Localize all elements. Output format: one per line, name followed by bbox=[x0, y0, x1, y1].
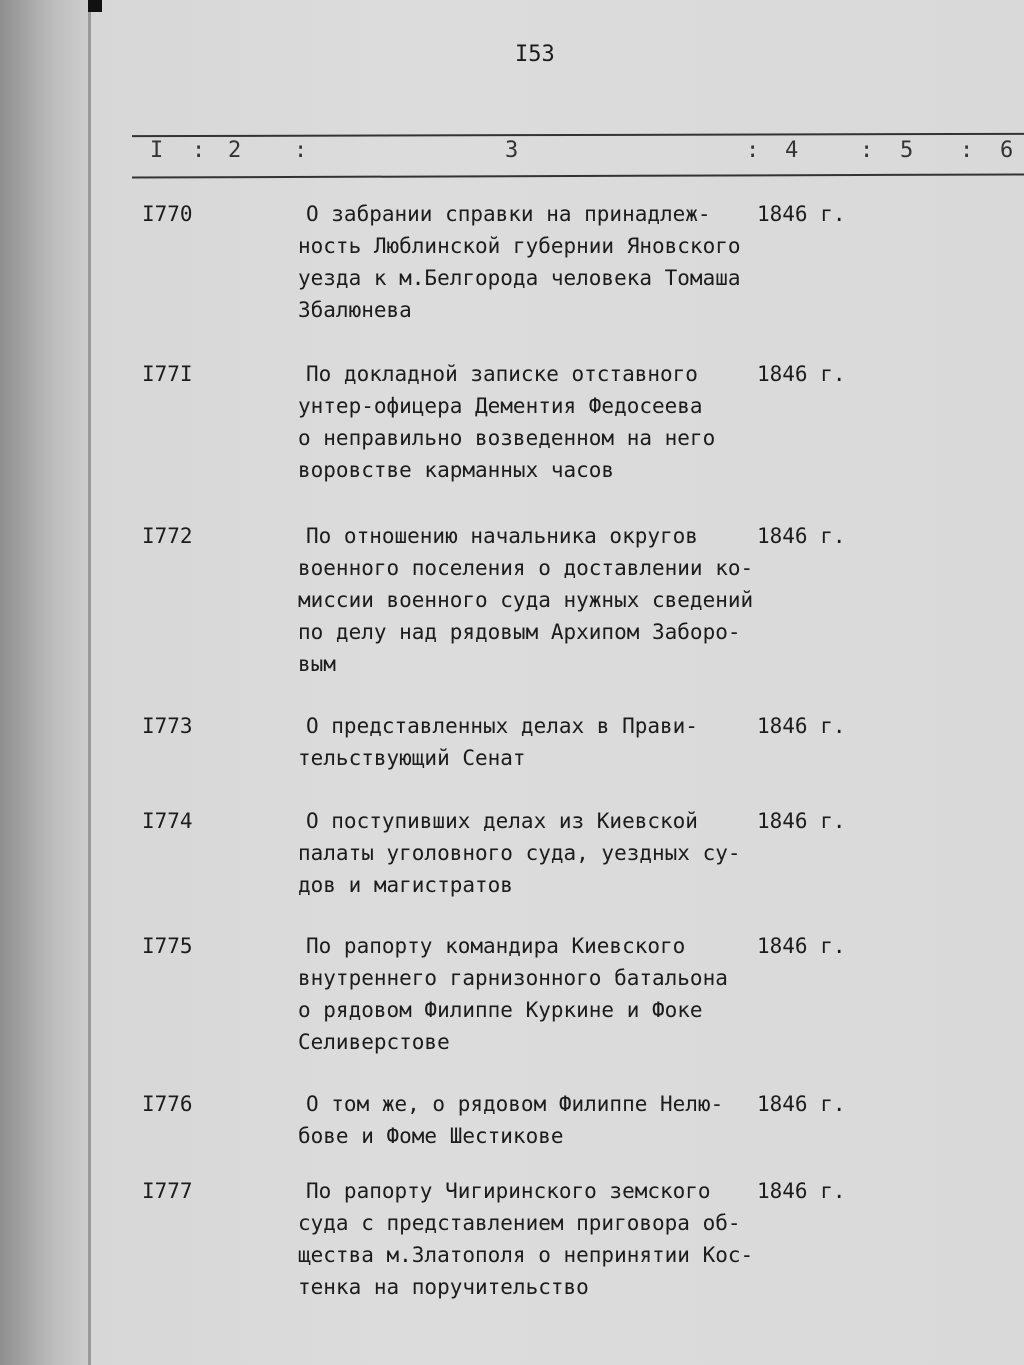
description-line: тенка на поручительство bbox=[298, 1275, 589, 1299]
description-line: унтер-офицера Дементия Федосеева bbox=[298, 394, 703, 418]
description-line: уезда к м.Белгорода человека Томаша bbox=[298, 266, 741, 290]
binding-corner bbox=[88, 0, 102, 12]
header-rule-bottom bbox=[132, 173, 1024, 178]
description-line: суда с представлением приговора об- bbox=[298, 1211, 741, 1235]
description-line: По отношению начальника округов bbox=[306, 524, 698, 548]
entry-description bbox=[298, 198, 768, 326]
entry-description bbox=[298, 1175, 768, 1303]
description-line: бове и Фоме Шестикове bbox=[298, 1124, 564, 1148]
entry-date: 1846 г. bbox=[757, 809, 846, 833]
entry-number: I777 bbox=[142, 1179, 193, 1203]
description-line: миссии военного суда нужных сведений bbox=[298, 588, 754, 612]
description-line: По докладной записке отставного bbox=[306, 362, 698, 386]
description-line: вым bbox=[298, 652, 336, 676]
entry-date: 1846 г. bbox=[757, 934, 846, 958]
description-line: о неправильно возведенном на него bbox=[298, 426, 716, 450]
col-sep: : bbox=[746, 138, 760, 163]
entry-number: I770 bbox=[142, 202, 193, 226]
entry-number: I774 bbox=[142, 809, 193, 833]
description-line: Збалюнева bbox=[298, 298, 412, 322]
entry-date: 1846 г. bbox=[757, 362, 846, 386]
header-rule-top bbox=[132, 133, 1024, 137]
col-sep: : bbox=[192, 138, 206, 163]
col-header-5: 5 bbox=[900, 138, 914, 163]
entry-description bbox=[298, 930, 768, 1058]
description-line: воровстве карманных часов bbox=[298, 458, 615, 482]
entry-date: 1846 г. bbox=[757, 524, 846, 548]
entry-number: I776 bbox=[142, 1092, 193, 1116]
col-header-4: 4 bbox=[785, 138, 799, 163]
description-line: О представленных делах в Прави- bbox=[306, 714, 698, 738]
description-line: ность Люблинской губернии Яновского bbox=[298, 234, 741, 258]
entry-date: 1846 г. bbox=[757, 202, 846, 226]
description-line: По рапорту командира Киевского bbox=[306, 934, 686, 958]
entry-date: 1846 г. bbox=[757, 1092, 846, 1116]
description-line: тельствующий Сенат bbox=[298, 746, 526, 770]
entry-description bbox=[298, 358, 768, 486]
col-sep: : bbox=[860, 138, 874, 163]
col-header-2: 2 bbox=[228, 138, 242, 163]
book-spine bbox=[0, 0, 90, 1365]
entry-number: I775 bbox=[142, 934, 193, 958]
entry-number: I772 bbox=[142, 524, 193, 548]
description-line: внутреннего гарнизонного батальона bbox=[298, 966, 728, 990]
entry-description bbox=[298, 520, 768, 680]
col-header-6: 6 bbox=[1000, 138, 1014, 163]
description-line: Селиверстове bbox=[298, 1030, 450, 1054]
entry-description bbox=[298, 710, 768, 774]
entry-date: 1846 г. bbox=[757, 1179, 846, 1203]
entry-description bbox=[298, 1088, 768, 1152]
description-line: О забрании справки на принадлеж- bbox=[306, 202, 711, 226]
col-header-1: I bbox=[150, 138, 164, 163]
page-number: I53 bbox=[515, 42, 555, 67]
page-edge bbox=[88, 0, 91, 1365]
description-line: щества м.Златополя о непринятии Кос- bbox=[298, 1243, 754, 1267]
entry-number: I773 bbox=[142, 714, 193, 738]
description-line: О том же, о рядовом Филиппе Нелю- bbox=[306, 1092, 724, 1116]
entry-number: I77I bbox=[142, 362, 193, 386]
col-header-3: 3 bbox=[505, 138, 519, 163]
description-line: палаты уголовного суда, уездных су- bbox=[298, 841, 741, 865]
description-line: о рядовом Филиппе Куркине и Фоке bbox=[298, 998, 703, 1022]
col-sep: : bbox=[960, 138, 974, 163]
description-line: военного поселения о доставлении ко- bbox=[298, 556, 754, 580]
entry-description bbox=[298, 805, 768, 901]
entry-date: 1846 г. bbox=[757, 714, 846, 738]
description-line: по делу над рядовым Архипом Заборо- bbox=[298, 620, 741, 644]
col-sep: : bbox=[294, 138, 308, 163]
description-line: дов и магистратов bbox=[298, 873, 513, 897]
description-line: По рапорту Чигиринского земского bbox=[306, 1179, 711, 1203]
description-line: О поступивших делах из Киевской bbox=[306, 809, 698, 833]
